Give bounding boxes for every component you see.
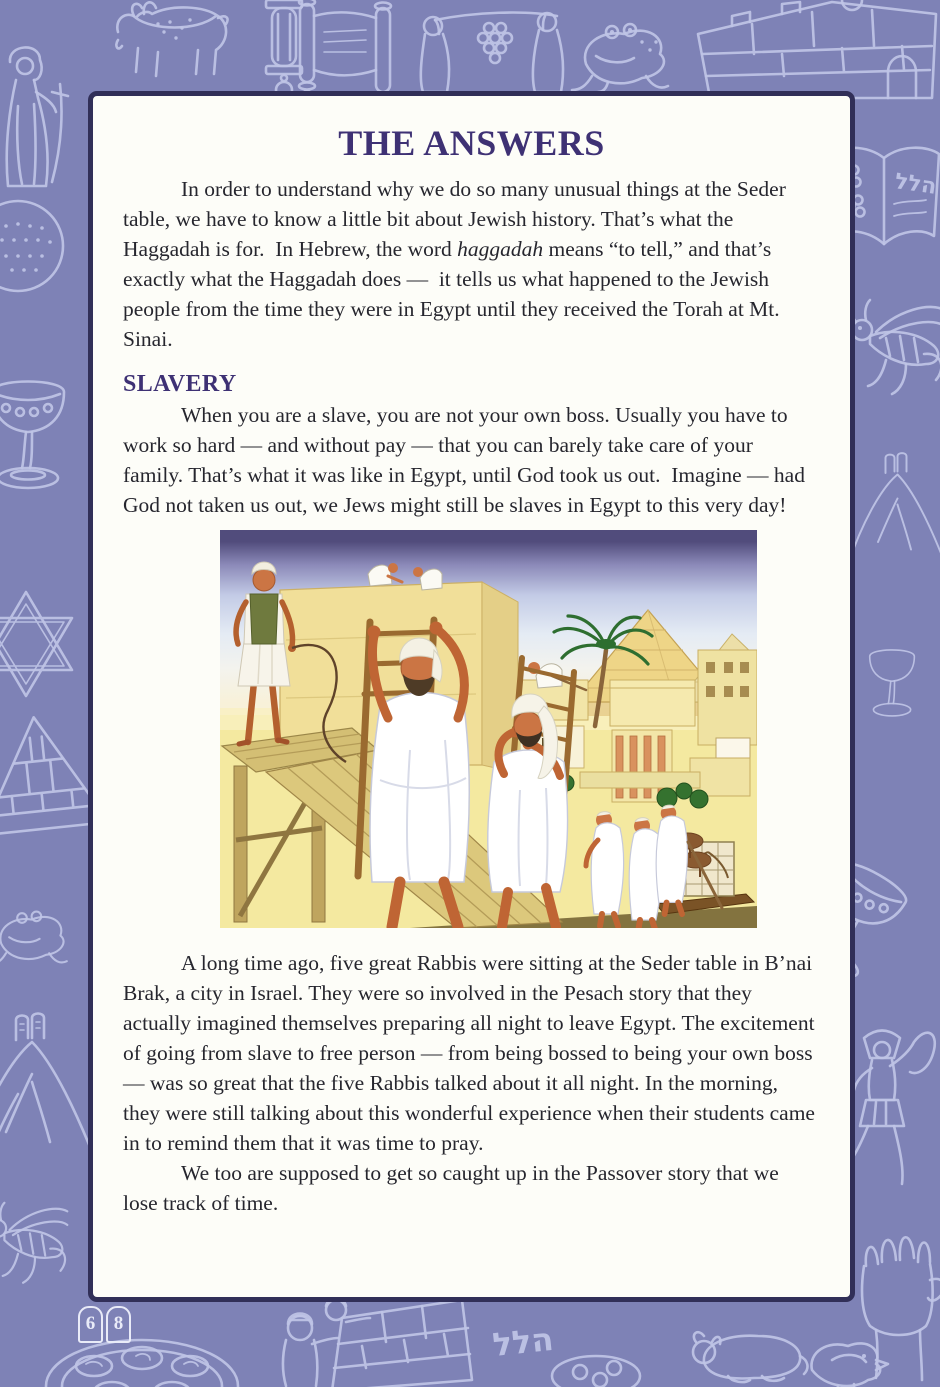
hand-icon [862, 1237, 940, 1380]
oil-lamp-pillar-icon [266, 0, 302, 98]
grape-carriers-icon [421, 13, 563, 92]
brick-fortress-icon [698, 0, 936, 98]
intro-text-2: means “to tell,” and that’s exactly what the Haggadah does — it tells us what happened to the Jewish people from the time they were in Egypt until they received the Torah at Mt. Sinai. [123, 237, 786, 351]
seder-plate-icon [46, 1340, 238, 1387]
mount-sinai-tablets-icon [0, 1014, 96, 1163]
closing-paragraph: We too are supposed to get so caught up in the Passover story that we lose track of time. [123, 1161, 785, 1215]
taskmaster-with-whip-icon [842, 1031, 935, 1185]
locust-icon [849, 300, 940, 394]
frog-icon [572, 24, 668, 92]
intro-italic-word: haggadah [457, 237, 544, 261]
page-number-digit-2: 8 [106, 1306, 131, 1343]
slavery-paragraph: When you are a slave, you are not your own boss. Usually you have to work so hard — and without pay — that you can barely take care of your family. That’s what it was like in Egypt, until God took us out. Imagine — had God not taken us out, we Jews might still be slaves in Egypt to this very day! [123, 403, 811, 517]
egyptian-slavery-illustration [220, 530, 757, 928]
mount-sinai-tablets-icon [848, 453, 940, 564]
wine-cup-icon [870, 650, 915, 716]
woman-with-sword-icon [7, 47, 68, 186]
intro-text-1: In order to understand why we do so many unusual things at the Seder table, we have to know a little bit about Jewish history. That’s what the Haggadah is for. In Hebrew, the word [123, 177, 792, 261]
star-of-david-icon [0, 592, 72, 696]
slavery-heading: SLAVERY [123, 371, 237, 397]
wall-builders-icon [283, 1299, 472, 1387]
locust-icon [0, 1203, 67, 1283]
hebrew-letters-plate-icon [491, 1320, 640, 1387]
kiddush-cup-icon [0, 382, 64, 489]
rabbis-paragraph: A long time ago, five great Rabbis were sitting at the Seder table in B’nai Brak, a city in Israel. They were so involved in the Pesach story that they actually imagined themselves preparing all night to leave Egypt. The excitement of going from slave to free person — from being bossed to being your own boss — was so great that the five Rabbis talked about it all night. In the morning, they were still talking about this wonderful experience when their students came in to remind them that it was time to pray. [123, 951, 821, 1155]
page-title: THE ANSWERS [338, 123, 605, 163]
bird-icon [811, 1343, 888, 1387]
hebrew-word: הלל [490, 1319, 556, 1364]
page-number [78, 1306, 131, 1343]
torah-scroll-icon [299, 0, 391, 100]
egyptian-slavery-scene [220, 530, 757, 928]
intro-paragraph [123, 174, 816, 354]
frog-icon [0, 912, 67, 965]
matzah-icon [0, 201, 63, 291]
page-card [88, 91, 855, 1302]
goat-icon [116, 2, 227, 76]
resting-cow-icon [693, 1332, 807, 1382]
hebrew-word: הלל [893, 169, 938, 200]
page-number-digit-1: 6 [78, 1306, 103, 1343]
